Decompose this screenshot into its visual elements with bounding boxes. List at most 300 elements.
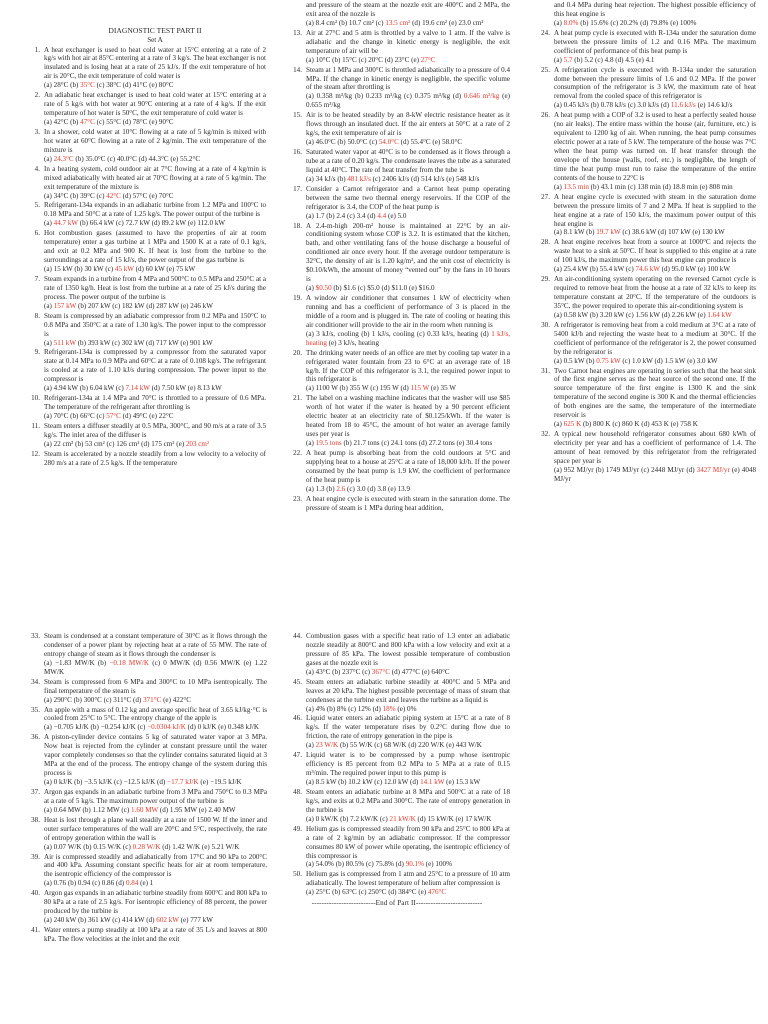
question-text: A heat engine receives heat from a source at 1000°C and rejects the waste heat to a sink at 50°C. If heat is supplied to this engine at a rate of 100 kJ/s, the maximum power this heat engine can produce is	[554, 238, 756, 265]
answer-options-after: (e) 777 kW	[178, 916, 213, 925]
correct-answer-highlight: 203 cm²	[185, 439, 210, 448]
answer-options-after: (d) 49°C (e) 22°C	[120, 412, 174, 420]
answer-options-before: (a) 0.358 m³/kg (b) 0.233 m³/kg (c) 0.375 m³/kg (d)	[306, 92, 464, 101]
answer-options-before: (a)	[306, 439, 316, 447]
question-item	[532, 275, 756, 320]
answer-choices	[554, 357, 718, 365]
question-number: 1.	[34, 45, 40, 54]
question-text: An air-conditioning system operating on the reversed Carnot cycle is required to remove heat from the house at a rate of 32 kJ/s to keep its temperature constant at 20°C. If the temperature of the outdoors is 35°C, the power required to operate this air-conditioning system is	[554, 275, 756, 310]
correct-answer-highlight: −17.7 kJ/K	[167, 778, 199, 786]
answer-choices	[44, 219, 225, 227]
answer-options-before: (a) 15 kW (b) 30 kW (c)	[44, 265, 115, 273]
answer-options-before: (a) 8.4 cm² (b) 10.7 cm² (c)	[306, 18, 386, 27]
question-number: 17.	[293, 184, 302, 193]
answer-options-after: (c) 38.6 kW (d) 107 kW (e) 130 kW	[620, 228, 725, 237]
question-item	[22, 788, 267, 815]
answer-choices	[306, 439, 492, 447]
question-item	[532, 29, 756, 65]
answer-options-after: (e) 0.655 m³/kg	[306, 92, 510, 110]
answer-choices	[44, 412, 173, 420]
question-item	[284, 66, 510, 111]
question-number: 5.	[34, 201, 40, 210]
question-number: 40.	[31, 889, 40, 898]
question-text: A refrigerator is removing heat from a cold medium at 3°C at a rate of 5400 kJ/h and rejecting the waste heat to a medium at 30°C. If the coefficient of performance of the refrigerator is 2, the power consumed by the refrigerator is	[554, 320, 756, 356]
question-list	[22, 632, 267, 944]
answer-options-before: (a) 8.5 kW (b) 10.2 kW (c) 12.0 kW (d)	[306, 778, 421, 786]
answer-options-before: (a) 0.07 W/K (b) 0.15 W/K (c)	[44, 842, 133, 851]
question-number: 10.	[31, 394, 40, 403]
answer-options-before: (a) −1.83 MW/K (b)	[44, 658, 110, 667]
question-text: Refrigerant-134a expands in an adiabatic turbine from 1.2 MPa and 100°C to 0.18 MPa and 50°C at a rate of 1.25 kg/s. The power output of the turbine is	[44, 201, 266, 219]
question-number: 22.	[293, 448, 302, 457]
answer-choices	[306, 815, 491, 823]
answer-options-after: (e) −19.5 kJ/K	[198, 778, 242, 786]
answer-choices	[554, 56, 654, 64]
question-number: 36.	[31, 733, 40, 742]
question-item	[284, 111, 510, 147]
question-item	[22, 165, 266, 201]
question-text: and 0.4 MPa during heat rejection. The highest possible efficiency of this heat engine is	[554, 1, 756, 18]
answer-options-after: (d) 477°C (e) 640°C	[389, 667, 450, 676]
answer-choices	[44, 265, 195, 273]
answer-choices	[306, 668, 450, 676]
question-text: Two Carnot heat engines are operating in series such that the heat sink of the first engine serves as the heat source of the second one. If the source temperature of the first engine is 1300 K and the sink temperature of the second engine is 300 K and the thermal efficiencies of both engines are the same, the temperature of the intermediate reservoir is	[554, 366, 756, 420]
question-text: Saturated water vapor at 40°C is to be condensed as it flows through a tube at a rate of 0.20 kg/s. The condensate leaves the tube as a saturated liquid at 40°C. The rate of heat transfer from the tube is	[306, 148, 510, 174]
answer-options-before: (a) 34 kJ/s (b)	[306, 174, 348, 183]
question-number: 6.	[34, 229, 40, 238]
answer-choices	[44, 806, 236, 814]
question-text: A heat pump is absorbing heat from the cold outdoors at 5°C and supplying heat to a house at 25°C at a rate of 18,000 kJ/h. If the power consumed by the heat pump is 1.9 kW, the coefficient of performance of the heat pump is	[306, 448, 510, 484]
correct-answer-highlight: 625 K	[563, 420, 582, 429]
question-text: Steam is condensed at a constant temperature of 30°C as it flows through the condenser of a power plant by rejecting heat at a rate of 55 MW. The rate of entropy change of steam as it flows through the condenser is	[44, 632, 267, 658]
page-2	[0, 600, 768, 1024]
correct-answer-highlight: 24.3°C	[53, 154, 74, 163]
correct-answer-highlight: 13.5 cm²	[385, 18, 411, 27]
question-item	[284, 394, 510, 448]
question-item	[22, 229, 266, 274]
question-number: 19.	[293, 294, 302, 302]
answer-options-after: (d) 1.42 W/K (e) 5.21 W/K	[160, 842, 240, 851]
answer-choices	[554, 101, 732, 109]
answer-options-before: (a) 25°C (b) 63°C (c) 250°C (d) 384°C (e)	[306, 888, 428, 897]
question-number: 3.	[34, 127, 40, 136]
answer-options-before: (a)	[554, 182, 564, 191]
answer-choices	[44, 192, 173, 200]
correct-answer-highlight: 47°C	[80, 118, 95, 126]
question-text: Steam expands in a turbine from 4 MPa and 500°C to 0.5 MPa and 250°C at a rate of 1350 kg/h. Heat is lost from the turbine at a rate of 25 kJ/s during the process. The power output of the turbine is	[44, 274, 266, 301]
question-text: Argon gas expands in an adiabatic turbine from 3 MPa and 750°C to 0.3 MPa at a rate of 5 kg/s. The maximum power output of the turbine is	[44, 787, 267, 805]
answer-options-before: (a) −0.705 kJ/K (b) −0.254 kJ/K (c)	[44, 723, 148, 732]
answer-options-after: (b) 207 kW (c) 182 kW (d) 287 kW (e) 246 kW	[76, 301, 213, 310]
answer-choices	[306, 330, 510, 347]
question-item	[22, 394, 266, 421]
answer-choices	[44, 81, 173, 89]
question-item	[284, 349, 510, 394]
correct-answer-highlight: 54.0°C	[378, 138, 399, 147]
question-number: 7.	[34, 274, 40, 283]
answer-options-before: (a) 8.1 kW (b)	[554, 228, 597, 237]
question-number: 8.	[34, 311, 40, 320]
answer-options-after: (b) 21.7 tons (c) 24.1 tons (d) 27.2 tons (e) 30.4 tons	[341, 439, 493, 447]
answer-options-before: (a) 952 MJ/yr (b) 1749 MJ/yr (c) 2448 MJ/yr (d)	[554, 465, 697, 474]
correct-answer-highlight: 19.5 tons	[315, 439, 342, 447]
answer-options-after: (e) 422°C	[161, 695, 191, 704]
question-text: Air at 27°C and 5 atm is throttled by a valve to 1 atm. If the valve is adiabatic and the change in kinetic energy is negligible, the exit temperature of air will be	[306, 28, 510, 55]
question-text: Water enters a pump steadily at 100 kPa at a rate of 35 L/s and leaves at 800 kPa. The flow velocities at the inlet and the exit	[44, 926, 267, 943]
answer-options-before: (a) 25.4 kW (b) 55.4 kW (c)	[554, 265, 636, 274]
question-text: A heat pump with a COP of 3.2 is used to heat a perfectly sealed house (no air leaks). The entire mass within the house (air, furniture, etc.) is equivalent to 1200 kg of air. When running, the heat pump consumes electric power at a rate of 5 kW. The temperature of the house was 7°C when the heat pump was turned on. If heat transfer through the envelope of the house (walls, roof, etc.) is negligible, the length of time the heat pump must run to raise the temperature of the entire contents of the house to 22°C is	[554, 111, 756, 182]
answer-choices	[44, 659, 267, 676]
question-text: Steam enters an adiabatic turbine steadily at 400°C and 5 MPa and leaves at 20 kPa. The highest possible percentage of mass of steam that condenses at the turbine exit and leaves the turbine as a liquid is	[306, 677, 510, 704]
answer-options-after: (b) 43.1 min (c) 138 min (d) 18.8 min (e) 808 min	[588, 182, 733, 191]
correct-answer-highlight: 481 kJ/s	[347, 174, 371, 183]
answer-options-after: (d) 0 kJ/K (e) 0.348 kJ/K	[185, 723, 259, 732]
correct-answer-highlight: 18%	[382, 704, 396, 713]
correct-answer-highlight: 0.75 kW	[596, 356, 621, 365]
correct-answer-highlight: 4.4	[377, 211, 387, 220]
question-number: 46.	[293, 714, 302, 723]
answer-options-before: (a)	[554, 18, 564, 27]
question-item	[22, 678, 267, 705]
end-of-part-marker: --------------------------End of Part II---------------------------	[311, 899, 483, 908]
answer-options-before: (a) 240 kW (b) 361 kW (c) 414 kW (d)	[44, 916, 157, 925]
answer-options-after: (e) 100%	[424, 860, 452, 869]
question-item	[284, 825, 510, 870]
answer-choices	[306, 860, 452, 868]
question-text: A typical new household refrigerator consumes about 680 kWh of electricity per year and has a coefficient of performance of 1.4. The amount of heat removed by this refrigerator from the refrigerated space per year is	[554, 430, 756, 465]
correct-answer-highlight: −0.0304 kJ/K	[147, 723, 186, 732]
question-item	[22, 91, 266, 127]
page2-column-2	[284, 632, 510, 908]
correct-answer-highlight: 11.6 kJ/s	[670, 101, 696, 110]
answer-options-after: (b) $1.6 (c) $5.0 (d) $11.0 (e) $16.0	[331, 284, 435, 293]
question-text: Steam is compressed from 6 MPa and 300°C to 10 MPa isentropically. The final temperature of the steam is	[44, 677, 267, 695]
correct-answer-highlight: 42°C	[106, 191, 121, 200]
question-number: 14.	[293, 65, 302, 74]
answer-options-before: (a) 34°C (b) 39°C (c)	[44, 191, 107, 200]
answer-choices	[306, 284, 435, 292]
question-item	[284, 29, 510, 65]
question-text: and pressure of the steam at the nozzle exit are 400°C and 2 MPa, the exit area of the nozzle is	[306, 1, 510, 18]
question-number: 31.	[541, 366, 550, 375]
question-item	[22, 422, 266, 449]
answer-options-before: (a) 1.3 (b)	[306, 484, 337, 493]
question-text: In a heating system, cold outdoor air at 7°C flowing at a rate of 4 kg/min is mixed adiabatically with heated air at 70°C flowing at a rate of 5 kg/min. The exit temperature of the mixture is	[44, 164, 266, 191]
question-number: 32.	[541, 430, 550, 439]
answer-options-before: (a) 43°C (b) 237°C (c)	[306, 667, 372, 676]
question-number: 18.	[293, 221, 302, 230]
question-item	[284, 294, 510, 348]
question-number: 28.	[541, 238, 550, 247]
answer-options-after: (b) 15.6% (c) 20.2% (d) 79.8% (e) 100%	[578, 18, 697, 27]
question-item	[22, 926, 267, 944]
answer-choices	[306, 56, 435, 64]
correct-answer-highlight: 0.646 m³/kg	[463, 92, 500, 101]
answer-choices	[44, 723, 259, 731]
question-item	[532, 1, 756, 28]
question-text: A window air conditioner that consumes 1 kW of electricity when running and has a coefficient of performance of 3 is placed in the middle of a room and is plugged in. The rate of cooling or heating this air conditioner will provide to the air in the room when running is	[306, 294, 510, 329]
question-item	[22, 348, 266, 393]
correct-answer-highlight: 511 kW	[53, 338, 76, 347]
correct-answer-highlight: 7.14 kW	[125, 384, 150, 393]
question-number: 41.	[31, 926, 40, 934]
question-item	[284, 678, 510, 714]
question-text: Steam at 1 MPa and 300°C is throttled adiabatically to a pressure of 0.4 MPa. If the change in kinetic energy is negligible, the specific volume of the steam after throttling is	[306, 65, 510, 92]
question-text: A heat engine cycle is executed with steam in the saturation dome. The pressure of steam is 1 MPa during heat addition,	[306, 494, 510, 512]
question-item	[284, 632, 510, 677]
answer-options-before: (a)	[554, 420, 564, 429]
correct-answer-highlight: 35°C	[80, 81, 95, 90]
question-item	[532, 193, 756, 238]
question-text: Argon gas expands in an adiabatic turbine steadily from 600°C and 800 kPa to 80 kPa at a rate of 2.5 kg/s. For isentropic efficiency of 88 percent, the power produced by the turbine is	[44, 889, 267, 916]
question-number: 20.	[293, 348, 302, 357]
question-number: 26.	[541, 111, 550, 120]
correct-answer-highlight: 1.60 MW	[131, 805, 159, 814]
answer-choices	[306, 175, 479, 183]
question-number: 16.	[293, 148, 302, 156]
question-number: 44.	[293, 632, 302, 640]
answer-options-before: (a)	[44, 154, 54, 163]
question-text: Refrigerant-134a at 1.4 MPa and 70°C is throttled to a pressure of 0.6 MPa. The temperature of the refrigerant after throttling is	[44, 394, 266, 412]
question-item	[284, 495, 510, 513]
answer-options-after: (c) 0 MW/K (d) 0.56 MW/K (e) 1.22 MW/K	[44, 658, 267, 676]
answer-options-after: (e) 15.3 kW	[444, 778, 481, 786]
answer-options-after: (c) 38°C (d) 41°C (e) 80°C	[94, 81, 174, 90]
question-list	[22, 46, 266, 468]
question-number: 48.	[293, 787, 302, 796]
question-item	[532, 430, 756, 484]
answer-options-before: (a) 54.0% (b) 80.5% (c) 75.8% (d)	[306, 860, 406, 869]
question-number: 12.	[31, 449, 40, 458]
question-item	[22, 46, 266, 91]
question-item	[284, 1, 510, 28]
answer-options-after: (b) 393 kW (c) 302 kW (d) 717 kW (e) 901 kW	[75, 338, 213, 347]
answer-choices	[554, 228, 725, 236]
answer-choices	[306, 19, 484, 27]
correct-answer-highlight: 45 kW	[114, 265, 134, 273]
question-number: 15.	[293, 111, 302, 120]
correct-answer-highlight: 44.7 kW	[53, 219, 78, 228]
question-list	[284, 632, 510, 897]
question-list	[284, 1, 510, 513]
answer-choices	[44, 155, 200, 163]
question-item	[22, 706, 267, 733]
question-number: 27.	[541, 192, 550, 201]
answer-choices	[554, 420, 698, 428]
correct-answer-highlight: 371°C	[143, 695, 162, 704]
correct-answer-highlight: 1 kJ/s, heating	[306, 329, 510, 347]
answer-choices	[44, 778, 242, 786]
answer-options-before: (a) 0.45 kJ/s (b) 0.78 kJ/s (c) 3.0 kJ/s (d)	[554, 101, 671, 110]
question-text: Liquid water is to be compressed by a pump whose isentropic efficiency is 85 percent from 0.2 MPa to 5 MPa at a rate of 0.15 m³/min. The required power input to this pump is	[306, 751, 510, 778]
answer-options-before: (a) 0.5 kW (b)	[554, 356, 597, 365]
answer-options-after: (d) 57°C (e) 70°C	[120, 191, 174, 200]
answer-choices	[554, 466, 756, 483]
page1-column-3	[532, 1, 756, 485]
question-number: 29.	[541, 275, 550, 284]
question-number: 4.	[34, 164, 40, 173]
question-number: 45.	[293, 677, 302, 686]
question-item	[22, 450, 266, 468]
correct-answer-highlight: 14.1 kW	[420, 778, 445, 786]
question-item	[532, 66, 756, 111]
question-text: A 2.4-m-high 200-m² house is maintained at 22°C by an air-conditioning system whose COP is 3.2. It is estimated that the kitchen, bath, and other ventilating fans of the house discharge a houseful of conditioned air once every hour. If the average outdoor temperature is 32°C, the density of air is 1.20 kg/m³, and the unit cost of electricity is $0.10/kWh, the amount of money “vented out” by the fans in 10 hours is	[306, 221, 510, 284]
question-number: 38.	[31, 815, 40, 824]
question-number: 9.	[34, 348, 40, 357]
answer-options-after: (c) 55°C (d) 78°C (e) 90°C	[94, 118, 174, 126]
question-number: 37.	[31, 787, 40, 796]
question-text: A heat exchanger is used to heat cold water at 15°C entering at a rate of 2 kg/s with hot air at 85°C entering at a rate of 3 kg/s. The heat exchanger is not insulated and is losing heat at a rate of 25 kJ/s. If the exit temperature of hot air is 20°C, the exit temperature of cold water is	[44, 45, 266, 81]
correct-answer-highlight: 21 kW/K	[389, 814, 416, 823]
question-text: A heat engine cycle is executed with steam in the saturation dome between the pressure limits of 7 and 2 MPa. If heat is supplied to the heat engine at a rate of 150 kJ/s, the maximum power output of this heat engine is	[554, 192, 756, 228]
question-number: 33.	[31, 632, 40, 640]
question-text: Refrigerant-134a is compressed by a compressor from the saturated vapor state at 0.14 MPa to 0.9 MPa and 60°C at a rate of 0.108 kg/s. The refrigerant is cooled at a rate of 1.10 kJ/s during compression. The power input to the compressor is	[44, 348, 266, 384]
answer-options-before: (a) 0 kW/K (b) 7.2 kW/K (c)	[306, 814, 390, 823]
question-item	[22, 889, 267, 925]
answer-choices	[306, 888, 446, 896]
answer-options-after: (d) 60 kW (e) 75 kW	[133, 265, 196, 273]
question-number: 49.	[293, 824, 302, 833]
correct-answer-highlight: 3427 MJ/yr	[696, 465, 730, 474]
question-item	[284, 714, 510, 750]
answer-choices	[306, 384, 456, 392]
answer-choices	[306, 741, 482, 749]
answer-options-before: (a) 22 cm² (b) 53 cm² (c) 126 cm² (d) 175 cm² (e)	[44, 439, 186, 448]
answer-options-after: (e) 1	[138, 879, 154, 888]
correct-answer-highlight: 5.7	[563, 55, 573, 64]
question-text: Heat is lost through a plane wall steadily at a rate of 1500 W. If the inner and outer surface temperatures of the wall are 20°C and 5°C, respectively, the rate of entropy generation within the wall is	[44, 815, 267, 842]
question-item	[532, 238, 756, 274]
answer-options-after: (b) 35.0°C (c) 40.0°C (d) 44.3°C (e) 55.2°C	[73, 154, 201, 163]
correct-answer-highlight: 90.1%	[405, 860, 425, 869]
question-text: A piston-cylinder device contains 5 kg of saturated water vapor at 3 MPa. Now heat is rejected from the cylinder at constant pressure until the water vapor completely condenses so that the cylinder contains saturated liquid at 3 MPa at the end of the process. The entropy change of the system during this process is	[44, 733, 267, 778]
answer-options-before: (a) 0 kJ/K (b) −3.5 kJ/K (c) −12.5 kJ/K (d)	[44, 778, 168, 786]
document-title: DIAGNOSTIC TEST PART II	[108, 26, 202, 35]
answer-options-before: (a) 4% (b) 8% (c) 12% (d)	[306, 704, 383, 713]
question-item	[22, 128, 266, 164]
page1-column-1	[22, 26, 266, 469]
question-text: The label on a washing machine indicates that the washer will use $85 worth of hot water if the water is heated by a 90 percent efficient electric heater at an electricity rate of $0.125/kWh. If the water is heated from 18 to 45°C, the amount of hot water an average family uses per year is	[306, 394, 510, 439]
question-item	[22, 733, 267, 787]
correct-answer-highlight: −0.18 MW/K	[109, 658, 150, 667]
answer-options-before: (a) 28°C (b)	[44, 81, 81, 90]
correct-answer-highlight: 157 kW	[53, 301, 77, 310]
question-text: An adiabatic heat exchanger is used to heat cold water at 15°C entering at a rate of 5 kg/s with hot water at 90°C entering at a rate of 4 kg/s. If the exit temperature of hot water is 50°C, the exit temperature of cold water is	[44, 91, 266, 118]
answer-choices	[306, 212, 406, 220]
answer-options-after: (e) 0%	[395, 704, 417, 713]
question-list	[532, 1, 756, 484]
answer-options-after: (b) 800 K (c) 860 K (d) 453 K (e) 758 K	[581, 420, 698, 429]
question-number: 24.	[541, 28, 550, 37]
answer-options-before: (a)	[44, 338, 54, 347]
answer-options-after: (c) 1.0 kW (d) 1.5 kW (e) 3.0 kW	[620, 356, 718, 365]
correct-answer-highlight: 8.0%	[563, 18, 579, 27]
question-item	[284, 870, 510, 897]
correct-answer-highlight: 0.84	[125, 879, 139, 888]
answer-choices	[306, 92, 510, 109]
question-text: Helium gas is compressed steadily from 90 kPa and 25°C to 800 kPa at a rate of 2 kg/min by an adiabatic compressor. If the compressor consumes 80 kW of power while operating, the isentropic efficiency of this compressor is	[306, 824, 510, 860]
answer-choices	[554, 311, 732, 319]
correct-answer-highlight: 2.6	[336, 484, 346, 493]
correct-answer-highlight: 13.5 min	[563, 182, 589, 191]
answer-options-after: (e) 3 kJ/s, heating	[326, 338, 380, 347]
answer-options-after: (d) 15 kW/K (e) 17 kW/K	[415, 814, 492, 823]
question-item	[532, 321, 756, 366]
set-label: Set A	[147, 35, 163, 44]
correct-answer-highlight: 19.7 kW	[596, 228, 621, 237]
answer-options-before: (a) 42°C (b)	[44, 118, 81, 126]
correct-answer-highlight: 57°C	[106, 412, 121, 420]
question-text: Air is compressed steadily and adiabatically from 17°C and 90 kPa to 200°C and 400 kPa. Assuming constant specific heats for air at room temperature, the isentropic efficiency of the compressor is	[44, 852, 267, 879]
page1-column-2	[284, 1, 510, 514]
question-text: In a shower, cold water at 10°C flowing at a rate of 5 kg/min is mixed with hot water at 60°C flowing at a rate of 2 kg/min. The exit temperature of the mixture is	[44, 127, 266, 154]
question-text: Steam is accelerated by a nozzle steadily from a low velocity to a velocity of 280 m/s at a rate of 2.5 kg/s. If the temperature	[44, 449, 266, 467]
question-item	[284, 449, 510, 494]
correct-answer-highlight: 23 W/K	[315, 741, 339, 750]
question-item	[284, 185, 510, 221]
answer-choices	[44, 118, 173, 126]
question-text: A refrigeration cycle is executed with R-134a under the saturation dome between the pressure limits of 1.6 and 0.2 MPa. If the power consumption of the refrigerator is 3 kW, the maximum rate of heat removal from the cooled space of this refrigerator is	[554, 65, 756, 101]
answer-options-after: (d) 1.95 MW (e) 2.40 MW	[158, 805, 236, 814]
answer-options-before: (a) 70°C (b) 66°C (c)	[44, 412, 107, 420]
correct-answer-highlight: 0.28 W/K	[132, 842, 161, 851]
answer-options-after: (d) 95.0 kW (e) 100 kW	[659, 265, 731, 274]
question-number: 11.	[31, 421, 40, 430]
question-item	[532, 111, 756, 191]
question-text: Steam enters a diffuser steadily at 0.5 MPa, 300°C, and 90 m/s at a rate of 3.5 kg/s. The inlet area of the diffuser is	[44, 421, 266, 439]
question-number: 13.	[293, 28, 302, 37]
question-item	[22, 312, 266, 348]
correct-answer-highlight: 367°C	[371, 667, 390, 676]
answer-choices	[44, 879, 153, 887]
answer-options-after: (d) 7.50 kW (e) 8.13 kW	[149, 384, 222, 393]
answer-options-after: (c) 3.0 (d) 3.8 (e) 13.9	[345, 484, 411, 493]
question-number: 2.	[34, 91, 40, 100]
answer-options-after: (b) 66.4 kW (c) 72.7 kW (d) 89.2 kW (e) 112.0 kW	[77, 219, 226, 228]
correct-answer-highlight: 115 W	[410, 384, 430, 393]
answer-choices	[44, 339, 213, 347]
question-item	[22, 816, 267, 852]
answer-options-after: (b) 55 W/K (c) 68 W/K (d) 220 W/K (e) 443 W/K	[338, 741, 482, 750]
answer-options-after: (b) 5.2 (c) 4.8 (d) 4.5 (e) 4.1	[572, 55, 655, 64]
answer-options-before: (a)	[554, 55, 564, 64]
question-text: Liquid water enters an adiabatic piping system at 15°C at a rate of 8 kg/s. If the water temperature rises by 0.2°C during flow due to friction, the rate of entropy generation in the pipe is	[306, 714, 510, 741]
question-item	[284, 148, 510, 184]
answer-options-before: (a) 3 kJ/s, cooling (b) 1 kJ/s, cooling (c) 0.33 kJ/s, heating (d)	[306, 329, 492, 338]
question-number: 23.	[293, 494, 302, 503]
answer-options-after: (d) 19.6 cm² (e) 23.0 cm²	[410, 18, 484, 27]
question-item	[22, 275, 266, 311]
correct-answer-highlight: 602 kW	[156, 916, 179, 925]
question-number: 39.	[31, 852, 40, 861]
answer-options-before: (a)	[44, 301, 54, 310]
answer-options-before: (a) 0.76 (b) 0.94 (c) 0.86 (d)	[44, 879, 126, 888]
answer-options-after: (d) 55.4°C (e) 58.0°C	[398, 138, 463, 147]
question-number: 25.	[541, 65, 550, 74]
question-number: 50.	[293, 870, 302, 879]
question-text: A heat pump cycle is executed with R-134a under the saturation dome between the pressure limits of 1.2 and 0.16 MPa. The maximum coefficient of performance of this heat pump is	[554, 28, 756, 55]
question-text: Hot combustion gases (assumed to have the properties of air at room temperature) enter a gas turbine at 1 MPa and 1500 K at a rate of 0.1 kg/s, and exit at 0.2 MPa and 900 K. If heat is lost from the turbine to the surroundings at a rate of 15 kJ/s, the power output of the gas turbine is	[44, 229, 266, 265]
answer-options-after: (c) 2406 kJ/s (d) 514 kJ/s (e) 548 kJ/s	[370, 174, 480, 183]
question-text: Helium gas is compressed from 1 atm and 25°C to a pressure of 10 atm adiabatically. The lowest temperature of helium after compression is	[306, 870, 510, 888]
question-number: 34.	[31, 677, 40, 686]
question-text: Steam enters an adiabatic turbine at 8 MPa and 500°C at a rate of 18 kg/s, and exits at 0.2 MPa and 300°C. The rate of entropy generation in the turbine is	[306, 787, 510, 814]
answer-choices	[306, 485, 410, 493]
question-item	[532, 367, 756, 430]
answer-choices	[44, 843, 239, 851]
answer-choices	[44, 916, 213, 924]
answer-options-before: (a)	[306, 741, 316, 750]
